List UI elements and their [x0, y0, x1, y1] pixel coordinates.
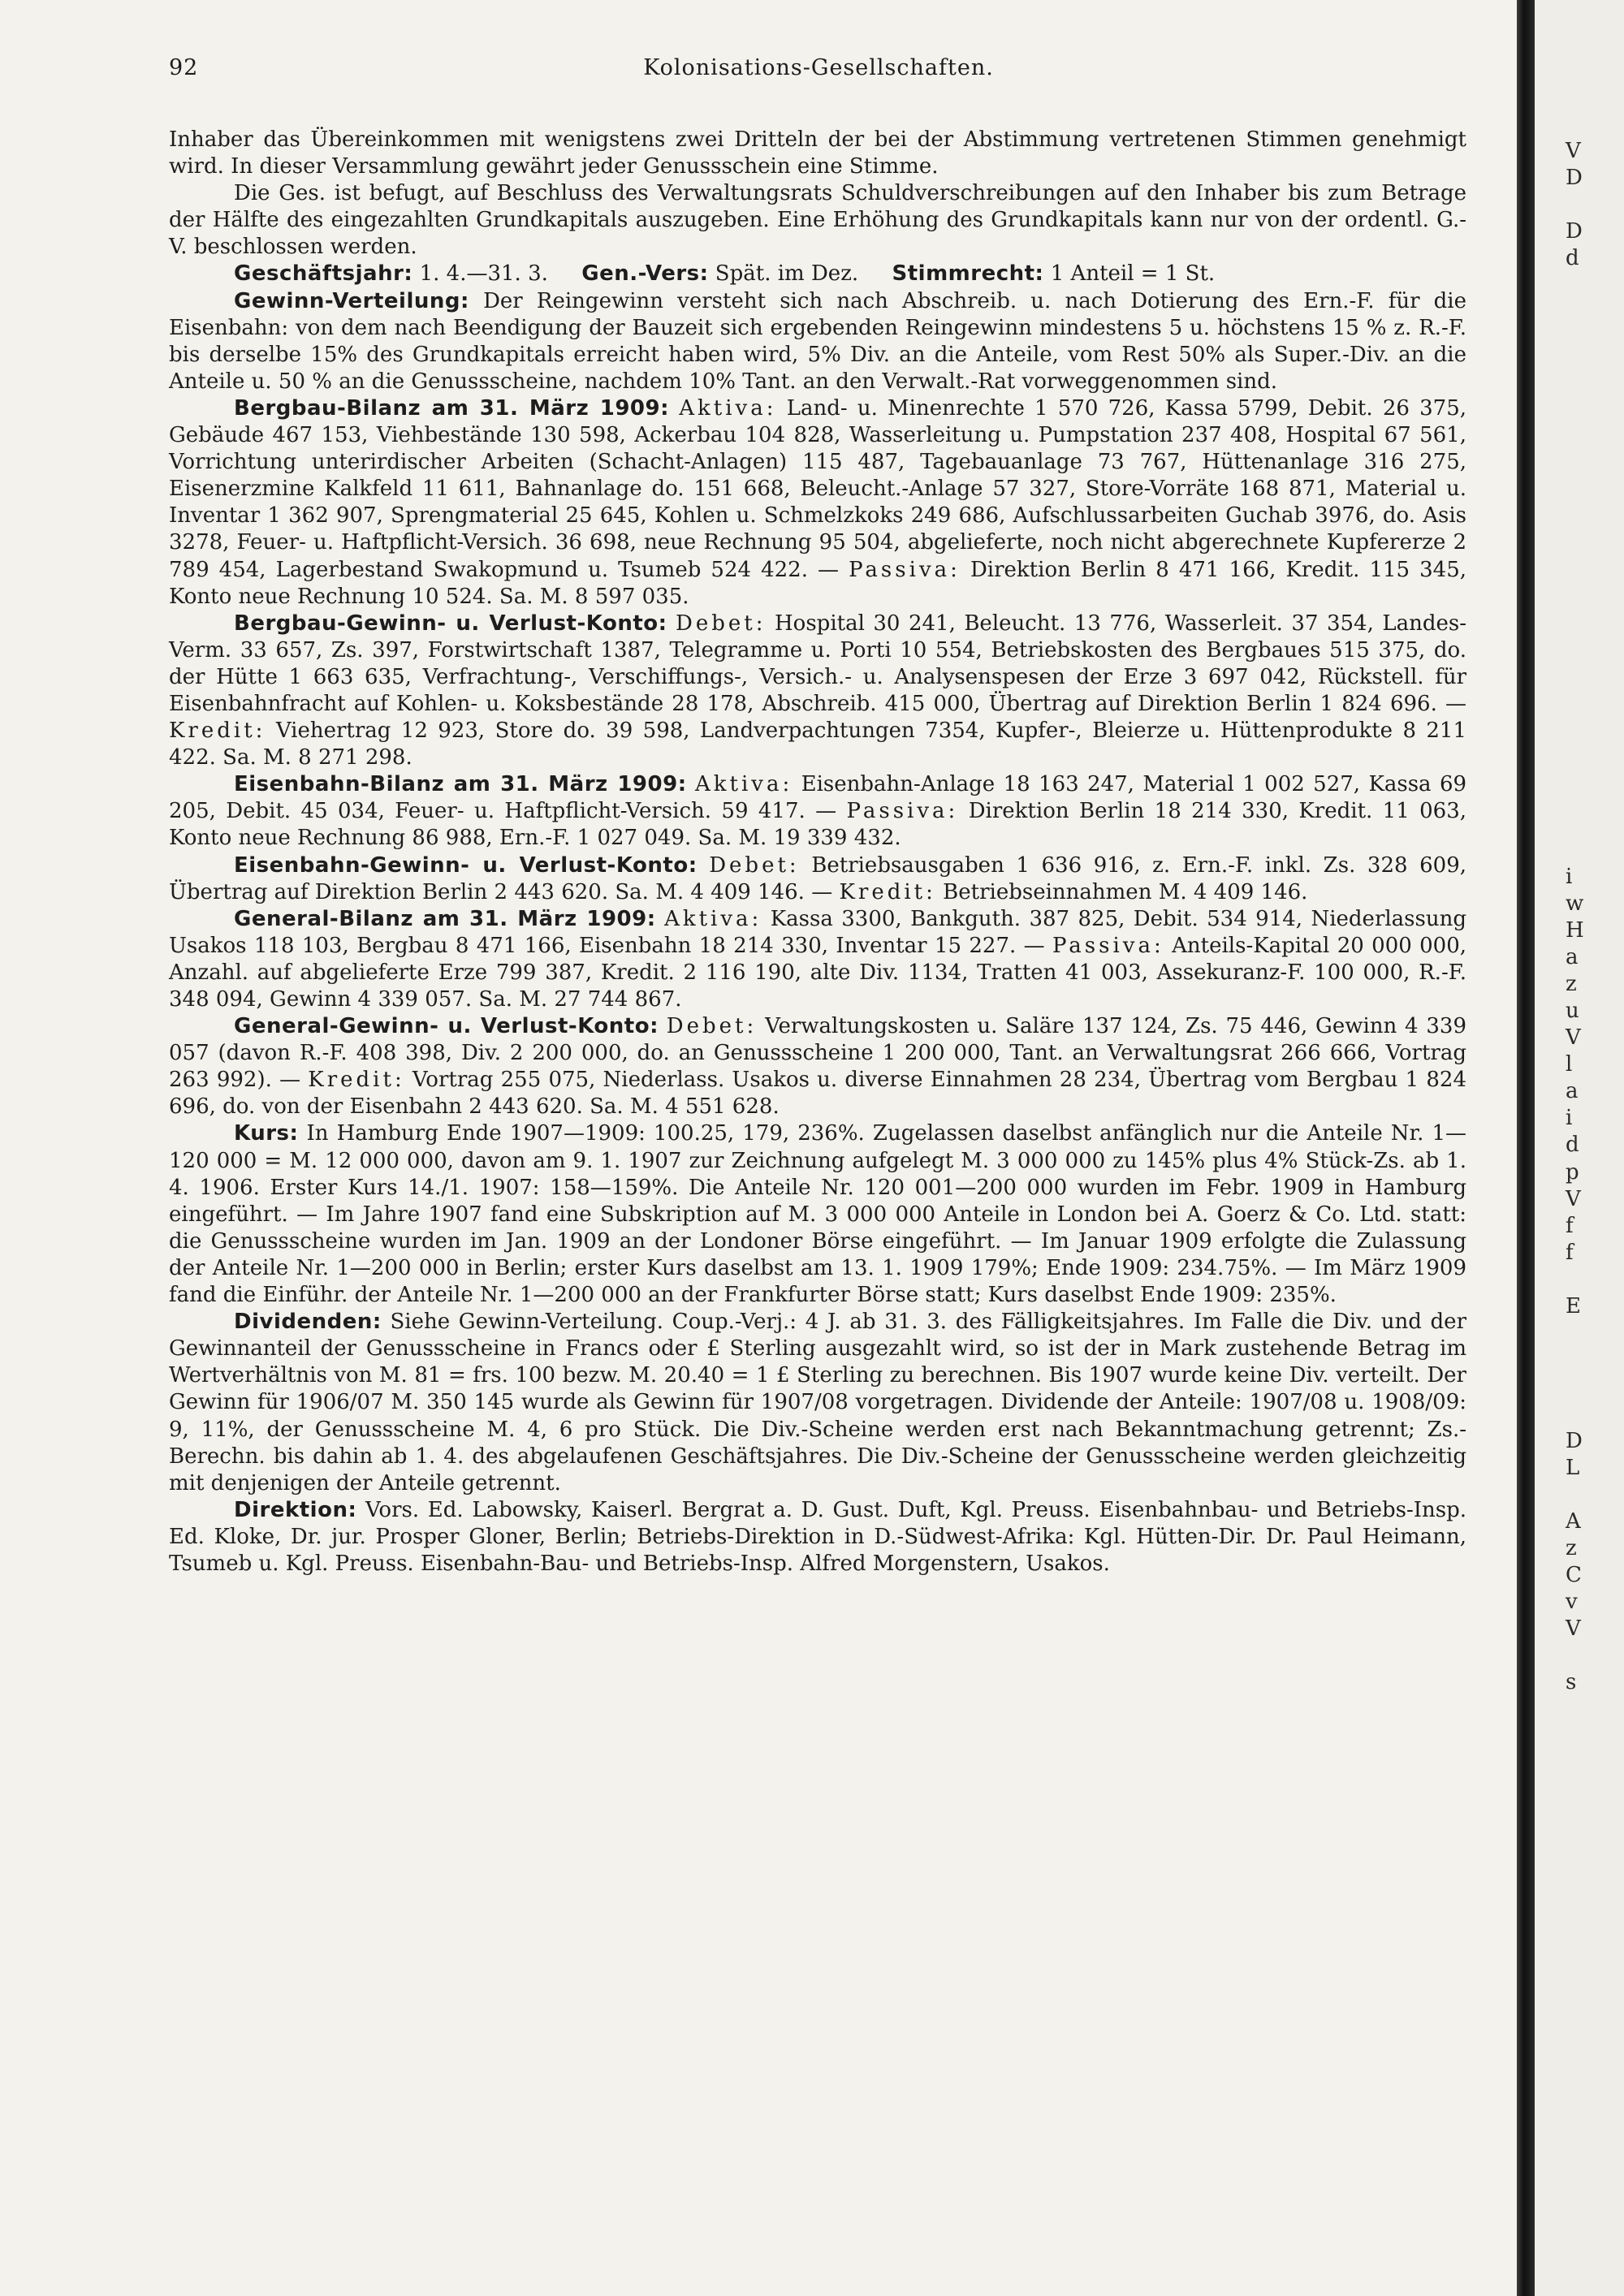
paragraph-dividenden	[169, 1309, 1466, 1497]
label-debet: Debet:	[709, 852, 800, 878]
adjacent-page-fragment: i	[1566, 1106, 1573, 1131]
adjacent-page-fragment	[1566, 407, 1624, 434]
adjacent-page-fragment	[1566, 380, 1624, 407]
label-kredit: Kredit:	[308, 1068, 405, 1093]
adjacent-page-fragment	[1566, 756, 1624, 783]
label-aktiva: Aktiva:	[679, 395, 777, 421]
heading-geschaeftsjahr: Geschäftsjahr:	[234, 261, 413, 287]
adjacent-page-fragment	[1566, 809, 1624, 836]
heading-bergbau-gv: Bergbau-Gewinn- u. Verlust-Konto:	[234, 611, 667, 636]
adjacent-page-fragment: V	[1566, 1616, 1581, 1642]
paragraph-bergbau-bilanz	[169, 395, 1466, 611]
text-eisenbahn-debet: Betriebsausgaben 1 636 916, z. Ern.-F. inkl. Zs. 328 609, Übertrag auf Direktion Berlin 2 443 620. Sa. M. 4 409 146. —	[169, 852, 1467, 904]
text-bergbau-debet: Hospital 30 241, Beleucht. 13 776, Wasserleit. 37 354, Landes-Verm. 33 657, Zs. 397, Forstwirtschaft 1387, Telegramme u. Porti 10 554, Betriebskosten des Bergbaues 515 375, do. der Hütte 1 663 635, Verfrachtung-, Verschiffungs-, Versich.- u. Analysenspesen der Erze 3 697 042, Rückstell. für Eisenbahnfracht auf Kohlen- u. Koksbestände 28 178, Abschreib. 415 000, Übertrag auf Direktion Berlin 1 824 696. —	[169, 611, 1467, 716]
text-general-aktiva: Kassa 3300, Bankguth. 387 825, Debit. 534 914, Niederlassung Usakos 118 103, Bergbau 8 471 166, Eisenbahn 18 214 330, Inventar 15 227. —	[169, 906, 1467, 958]
heading-direktion: Direktion:	[234, 1497, 357, 1522]
adjacent-page-fragment	[1566, 1482, 1624, 1508]
paragraph-general-gv	[169, 1013, 1466, 1120]
adjacent-page-fragment	[1566, 729, 1624, 756]
adjacent-page-fragment	[1566, 622, 1624, 649]
adjacent-page-fragment	[1566, 568, 1624, 595]
label-passiva: Passiva:	[849, 557, 961, 582]
adjacent-page-fragment: z	[1566, 971, 1577, 996]
adjacent-page-fragment: d	[1566, 1133, 1579, 1158]
paragraph-eisenbahn-gv	[169, 852, 1466, 906]
label-debet: Debet:	[666, 1014, 758, 1039]
text-bergbau-aktiva: Land- u. Minenrechte 1 570 726, Kassa 5799, Debit. 26 375, Gebäude 467 153, Viehbestände 130 598, Ackerbau 104 828, Wasserleitung u. Pumpstation 237 408, Hospital 67 561, Vorrichtung unterirdischer Arbeiten (Schacht-Anlagen) 115 487, Tagebauanlage 73 767, Hüttenanlage 316 275, Eisenerzmine Kalkfeld 11 611, Bahnanlage do. 151 668, Beleucht.-Anlage 57 327, Store-Vorräte 168 871, Material u. Inventar 1 362 907, Sprengmaterial 25 645, Kohlen u. Schmelzkoks 249 686, Aufschlussarbeiten Guchab 3976, do. Asis 3278, Feuer- u. Haftpflicht-Versich. 36 698, neue Rechnung 95 504, abgelieferte, noch nicht abgerechnete Kupfererze 2 789 454, Lagerbestand Swakopmund u. Tsumeb 524 422. —	[169, 395, 1466, 582]
page-number: 92	[169, 55, 199, 80]
adjacent-page-fragment	[1566, 702, 1624, 729]
adjacent-page-fragment	[1566, 675, 1624, 702]
heading-general-bilanz: General-Bilanz am 31. März 1909:	[234, 906, 656, 931]
adjacent-page-fragment: E	[1566, 1294, 1581, 1319]
adjacent-page-fragment	[1566, 1400, 1624, 1427]
paragraph-direktion	[169, 1497, 1466, 1577]
adjacent-page-fragment	[1566, 1642, 1624, 1669]
heading-gewinn-verteilung: Gewinn-Verteilung:	[234, 288, 469, 313]
adjacent-page-fragment: a	[1566, 944, 1579, 969]
paragraph: Die Ges. ist befugt, auf Beschluss des Verwaltungsrats Schuldverschreibungen auf den Inhaber bis zum Betrage der Hälfte des eingezahlten Grundkapitals auszugeben. Eine Erhöhung des Grundkapitals kann nur von der ordentl. G.-V. beschlossen werden.	[169, 181, 1466, 260]
adjacent-page-fragment: u	[1566, 999, 1579, 1023]
adjacent-page-fragment: p	[1566, 1159, 1579, 1185]
text-eisenbahn-kredit: Betriebseinnahmen M. 4 409 146.	[943, 879, 1308, 904]
adjacent-page-fragment: V	[1566, 139, 1581, 163]
adjacent-page-fragment: H	[1566, 917, 1584, 943]
adjacent-page-fragment: L	[1566, 1455, 1580, 1480]
label-aktiva: Aktiva:	[695, 772, 793, 797]
label-passiva: Passiva:	[1052, 933, 1164, 958]
paragraph: Inhaber das Übereinkommen mit wenigstens zwei Dritteln der bei der Abstimmung vertretenen Stimmen genehmigt wird. In dieser Versammlung gewährt jeder Genussschein eine Stimme.	[169, 127, 1466, 179]
adjacent-page-fragment	[1566, 1374, 1624, 1400]
adjacent-page-fragment	[1566, 353, 1624, 380]
adjacent-page-fragment	[1566, 595, 1624, 622]
heading-dividenden: Dividenden:	[234, 1310, 382, 1335]
text-eisenbahn-passiva: Direktion Berlin 18 214 330, Kredit. 11 063, Konto neue Rechnung 86 988, Ern.-F. 1 027 049. Sa. M. 19 339 432.	[169, 799, 1467, 851]
text-gen-vers: Spät. im Dez.	[715, 261, 859, 287]
adjacent-page-fragment	[1566, 272, 1624, 299]
label-kredit: Kredit:	[169, 719, 266, 744]
text-bergbau-kredit: Viehertrag 12 923, Store do. 39 598, Landverpachtungen 7354, Kupfer-, Bleierze u. Hüttenprodukte 8 211 422. Sa. M. 8 271 298.	[169, 719, 1467, 770]
text-bergbau-passiva: Direktion Berlin 8 471 166, Kredit. 115 345, Konto neue Rechnung 10 524. Sa. M. 8 597 035.	[169, 557, 1467, 609]
text-general-kredit: Vortrag 255 075, Niederlass. Usakos u. diverse Einnahmen 28 234, Übertrag vom Bergbau 1 824 696, do. von der Eisenbahn 2 443 620. Sa. M. 4 551 628.	[169, 1068, 1467, 1120]
adjacent-page-fragment: l	[1566, 1052, 1573, 1077]
body-text	[169, 127, 1466, 1577]
adjacent-page-fragment	[1566, 434, 1624, 460]
adjacent-page-edge	[1535, 0, 1624, 2296]
adjacent-page-fragment: i	[1566, 864, 1573, 889]
paragraph-eisenbahn-bilanz	[169, 771, 1466, 852]
text-dividenden: Siehe Gewinn-Verteilung. Coup.-Verj.: 4 J. ab 31. 3. des Fälligkeitsjahres. Im Falle die Div. und der Gewinnanteil der Genussscheine in Francs oder £ Sterling ausgezahlt wird, so ist der in Mark zustehende Betrag im Wertverhältnis von M. 81 = frs. 100 bezw. M. 20.40 = 1 £ Sterling zu berechnen. Bis 1907 wurde keine Div. verteilt. Der Gewinn für 1906/07 M. 350 145 wurde als Gewinn für 1907/08 vorgetragen. Dividende der Anteile: 1907/08 u. 1908/09: 9, 11%, der Genussscheine M. 4, 6 pro Stück. Die Div.-Scheine werden erst nach Bekanntmachung getrennt; Zs.-Berechn. bis dahin ab 1. 4. des abgelaufenen Geschäftsjahres. Die Div.-Scheine der Genussscheine werden gleichzeitig mit denjenigen der Anteile getrennt.	[169, 1310, 1466, 1495]
text-eisenbahn-aktiva: Eisenbahn-Anlage 18 163 247, Material 1 002 527, Kassa 69 205, Debit. 45 034, Feuer- u. Haftpflicht-Versich. 59 417. —	[169, 772, 1467, 824]
text-stimmrecht: 1 Anteil = 1 St.	[1050, 261, 1216, 287]
label-kredit: Kredit:	[839, 879, 936, 904]
adjacent-page-fragment	[1566, 1320, 1624, 1347]
label-debet: Debet:	[676, 611, 767, 636]
heading-general-gv: General-Gewinn- u. Verlust-Konto:	[234, 1014, 659, 1039]
heading-stimmrecht: Stimmrecht:	[892, 261, 1044, 287]
paragraph-gewinn-verteilung	[169, 288, 1466, 395]
label-passiva: Passiva:	[846, 799, 959, 824]
adjacent-page-fragment: C	[1566, 1562, 1582, 1587]
adjacent-page-fragment	[1566, 460, 1624, 487]
adjacent-page-fragment: D	[1566, 1428, 1583, 1453]
adjacent-page-fragment	[1566, 1347, 1624, 1374]
adjacent-page-fragment	[1566, 783, 1624, 809]
paragraph-general-bilanz	[169, 906, 1466, 1013]
adjacent-page-fragment: a	[1566, 1079, 1579, 1104]
text-general-passiva: Anteils-Kapital 20 000 000, Anzahl. auf abgelieferte Erze 799 387, Kredit. 2 116 190, alte Div. 1134, Tratten 41 003, Assekuranz-F. 100 000, R.-F. 348 094, Gewinn 4 339 057. Sa. M. 27 744 867.	[169, 933, 1467, 1012]
adjacent-page-fragment: D	[1566, 219, 1583, 244]
adjacent-page-fragment: D	[1566, 166, 1583, 191]
label-aktiva: Aktiva:	[664, 906, 762, 931]
heading-eisenbahn-gv: Eisenbahn-Gewinn- u. Verlust-Konto:	[234, 852, 698, 878]
adjacent-page-fragment: v	[1566, 1590, 1578, 1615]
adjacent-page-fragments	[1566, 138, 1624, 1696]
text-gewinn-verteilung: Der Reingewinn versteht sich nach Abschreib. u. nach Dotierung des Ern.-F. für die Eisenbahn: von dem nach Beendigung der Bauzeit sich ergebenden Reingewinn mindestens 5 u. höchstens 15 % z. R.-F. bis derselbe 15% des Grundkapitals erreicht haben wird, 5% Div. an die Anteile, vom Rest 50% als Super.-Div. an die Anteile u. 50 % an die Genussscheine, nachdem 10% Tant. an den Verwalt.-Rat vorweggenommen sind.	[169, 288, 1467, 394]
adjacent-page-fragment: A	[1566, 1508, 1581, 1534]
adjacent-page-fragment: V	[1566, 1025, 1581, 1051]
adjacent-page-fragment	[1566, 514, 1624, 541]
heading-eisenbahn-bilanz: Eisenbahn-Bilanz am 31. März 1909:	[234, 772, 687, 797]
page-header	[169, 55, 1468, 88]
adjacent-page-fragment: V	[1566, 1186, 1581, 1211]
adjacent-page-fragment	[1566, 192, 1624, 218]
adjacent-page-fragment	[1566, 300, 1624, 326]
book-binding-edge	[1517, 0, 1535, 2296]
adjacent-page-fragment	[1566, 326, 1624, 353]
text-general-debet: Verwaltungskosten u. Saläre 137 124, Zs. 75 446, Gewinn 4 339 057 (davon R.-F. 408 398, Div. 2 200 000, do. an Genussscheine 1 200 000, Tant. an Verwaltungsrat 266 666, Vortrag 263 992). —	[169, 1014, 1467, 1093]
adjacent-page-fragment: w	[1566, 891, 1584, 916]
text-direktion: Vors. Ed. Labowsky, Kaiserl. Bergrat a. D. Gust. Duft, Kgl. Preuss. Eisenbahnbau- und Betriebs-Insp. Ed. Kloke, Dr. jur. Prosper Gloner, Berlin; Betriebs-Direktion in D.-Südwest-Afrika: Kgl. Hütten-Dir. Dr. Paul Heimann, Tsumeb u. Kgl. Preuss. Eisenbahn-Bau- und Betriebs-Insp. Alfred Morgenstern, Usakos.	[169, 1497, 1467, 1576]
heading-gen-vers: Gen.-Vers:	[581, 261, 709, 287]
adjacent-page-fragment: f	[1566, 1240, 1574, 1265]
text-geschaeftsjahr: 1. 4.—31. 3.	[419, 261, 548, 287]
adjacent-page-fragment	[1566, 649, 1624, 675]
adjacent-page-fragment: f	[1566, 1213, 1574, 1238]
adjacent-page-fragment: d	[1566, 246, 1579, 271]
adjacent-page-fragment	[1566, 487, 1624, 514]
paragraph-bergbau-gv	[169, 611, 1466, 772]
running-head: Kolonisations-Gesellschaften.	[643, 55, 994, 80]
adjacent-page-fragment	[1566, 541, 1624, 568]
heading-kurs: Kurs:	[234, 1121, 299, 1146]
adjacent-page-fragment: z	[1566, 1535, 1577, 1560]
paragraph-fiscal-info	[169, 261, 1466, 287]
paragraph-kurs	[169, 1120, 1466, 1309]
adjacent-page-fragment	[1566, 1267, 1624, 1293]
adjacent-page-fragment: s	[1566, 1670, 1577, 1695]
heading-bergbau-bilanz: Bergbau-Bilanz am 31. März 1909:	[234, 395, 669, 421]
text-kurs: In Hamburg Ende 1907—1909: 100.25, 179, 236%. Zugelassen daselbst anfänglich nur die Anteile Nr. 1—120 000 = M. 12 000 000, davon am 9. 1. 1907 zur Zeichnung aufgelegt M. 3 000 000 zu 145% plus 4% Stück-Zs. ab 1. 4. 1906. Erster Kurs 14./1. 1907: 158—159%. Die Anteile Nr. 120 001—200 000 wurden im Febr. 1909 in Hamburg eingeführt. — Im Jahre 1907 fand eine Subskription auf M. 3 000 000 Anteile in London bei A. Goerz & Co. Ltd. statt: die Genussscheine wurden im Jan. 1909 an der Londoner Börse eingeführt. — Im Januar 1909 erfolgte die Zulassung der Anteile Nr. 1—200 000 in Berlin; erster Kurs daselbst am 13. 1. 1909 179%; Ende 1909: 234.75%. — Im März 1909 fand die Einführ. der Anteile Nr. 1—200 000 an der Frankfurter Börse statt; Kurs daselbst Ende 1909: 235%.	[169, 1121, 1466, 1308]
adjacent-page-fragment	[1566, 836, 1624, 863]
